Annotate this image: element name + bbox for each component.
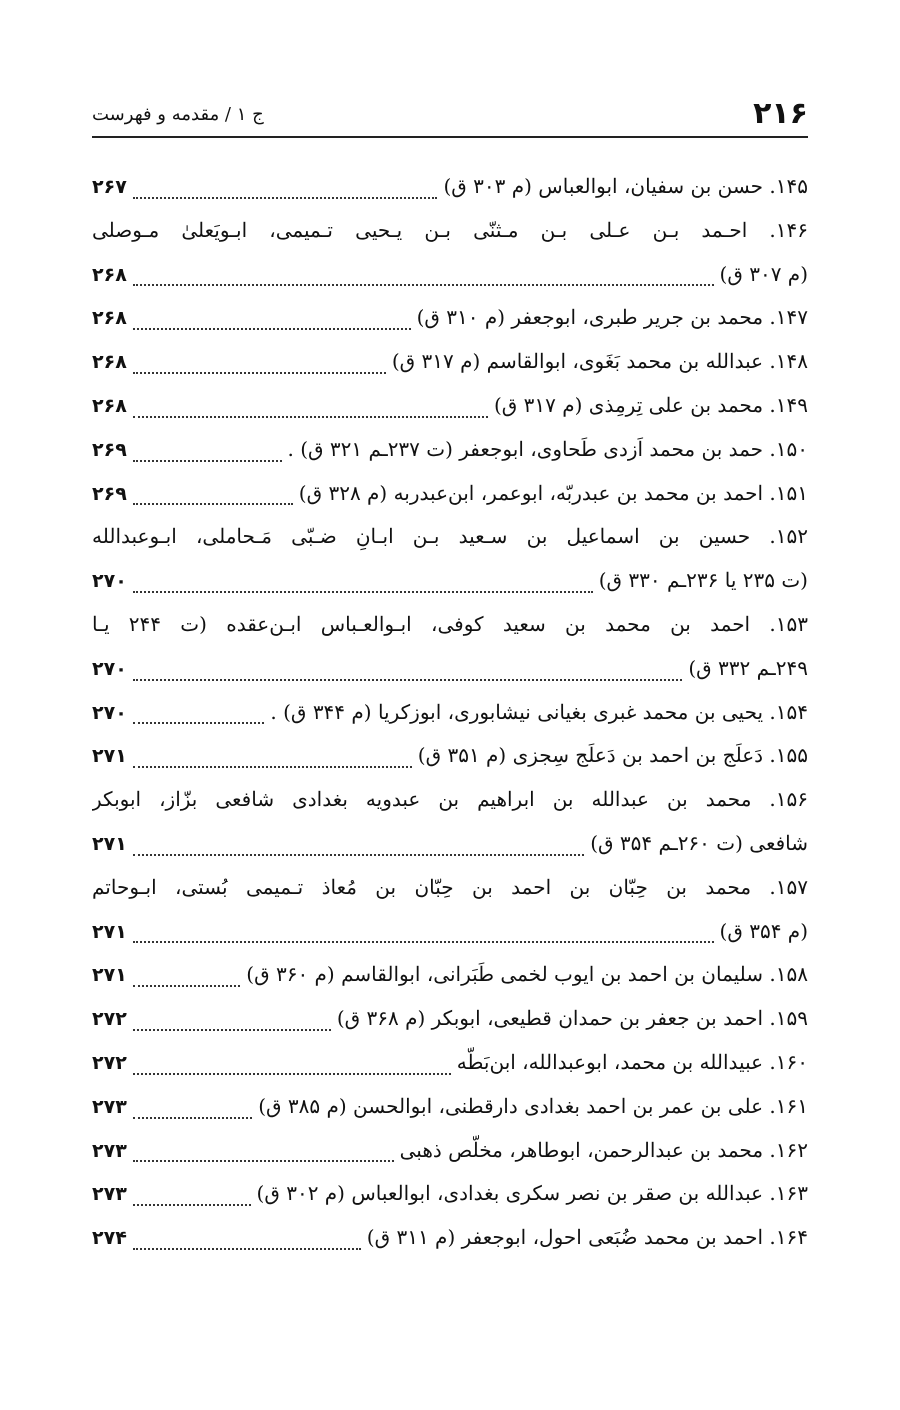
toc-entry-text: ۱۴۹. محمد بن علی تِرمِذی (م ۳۱۷ ق) (493, 392, 808, 417)
toc-page-number: ۲۷۳ (92, 1139, 127, 1162)
toc-line (92, 1175, 808, 1219)
dot-leader (133, 854, 584, 856)
toc-entry-text: ۱۵۳. احمد بن محمد بن سعید کوفی، ابـوالعـباس ابـن‌عقده (ت ۲۴۴ یـا (92, 611, 808, 636)
toc-page-number: ۲۶۸ (92, 394, 127, 417)
dot-leader (133, 1160, 394, 1162)
toc-entry-text: ۱۴۷. محمد بن جریر طبری، ابوجعفر (م ۳۱۰ ق) (416, 305, 808, 330)
dot-leader (133, 591, 593, 593)
toc-line (92, 781, 808, 825)
toc-entry-text: ۱۵۰. حمد بن محمد اَزدی طَحاوی، ابوجعفر (ت ۲۳۷ـم ۳۲۱ ق) . (287, 436, 808, 461)
toc-entry-text: ۱۶۴. احمد بن محمد ضُبَعی احول، ابوجعفر (م ۳۱۱ ق) (366, 1225, 808, 1250)
toc-page-number: ۲۷۰ (92, 701, 127, 724)
toc-page-number: ۲۶۸ (92, 307, 127, 330)
toc-entry-text: ۱۵۷. محمد بن حِبّان بن احمد بن حِبّان بن مُعاذ تـمیمی بُستی، ابـوحاتم (92, 874, 808, 899)
toc-line (92, 956, 808, 1000)
toc-line (92, 737, 808, 781)
toc-entry-text: ۱۵۴. یحیی بن محمد غبری بغیانی نیشابوری، ابوزکریا (م ۳۴۴ ق) . (270, 699, 808, 724)
toc-line (92, 825, 808, 869)
toc-page-number: ۲۶۸ (92, 263, 127, 286)
toc-entry-text: ۱۶۳. عبدالله بن صقر بن نصر سکری بغدادی، ابوالعباس (م ۳۰۲ ق) (256, 1181, 808, 1206)
toc-entry-text: ۱۵۹. احمد بن جعفر بن حمدان قطیعی، ابوبکر (م ۳۶۸ ق) (336, 1006, 808, 1031)
table-of-contents (92, 168, 808, 1263)
toc-line (92, 475, 808, 519)
dot-leader (133, 372, 386, 374)
page-number: ۲۱۶ (753, 96, 808, 131)
toc-page-number: ۲۶۷ (92, 176, 127, 198)
toc-entry-text: (ت ۲۳۵ یا ۲۳۶ـم ۳۳۰ ق) (598, 568, 808, 593)
toc-line (92, 913, 808, 957)
toc-line (92, 1132, 808, 1176)
dot-leader (133, 985, 240, 987)
toc-page-number: ۲۷۱ (92, 745, 127, 768)
toc-line (92, 650, 808, 694)
dot-leader (133, 328, 411, 330)
toc-page-number: ۲۶۸ (92, 351, 127, 374)
toc-line (92, 869, 808, 913)
toc-page-number: ۲۷۱ (92, 832, 127, 855)
toc-entry-text: شافعی (ت ۲۶۰ـم ۳۵۴ ق) (590, 830, 808, 855)
dot-leader (133, 1117, 252, 1119)
dot-leader (133, 460, 282, 462)
dot-leader (133, 197, 438, 199)
toc-line (92, 343, 808, 387)
toc-entry-text: ۱۶۱. علی بن عمر بن احمد بغدادی دارقطنی، ابوالحسن (م ۳۸۵ ق) (258, 1093, 808, 1118)
toc-page-number: ۲۷۰ (92, 657, 127, 680)
toc-entry-text: ۱۴۵. حسن بن سفیان، ابوالعباس (م ۳۰۳ ق) (443, 174, 808, 198)
toc-entry-text: ۱۵۲. حسین بن اسماعیل بن سـعید بـن ابـانِ ضـبّی مَـحاملی، ابـوعبدالله (92, 524, 808, 549)
toc-line (92, 694, 808, 738)
toc-entry-text: ۱۵۶. محمد بن عبدالله بن ابراهیم بن عبدویه بغدادی شافعی بزّاز، ابوبکر (92, 787, 808, 812)
toc-entry-text: ۲۴۹ـم ۳۳۲ ق) (688, 655, 808, 680)
toc-line (92, 562, 808, 606)
toc-line (92, 1000, 808, 1044)
toc-entry-text: ۱۵۱. احمد بن محمد بن عبدربّه، ابوعمر، ابن‌عبدربه (م ۳۲۸ ق) (298, 480, 808, 505)
toc-entry-text: ۱۵۸. سلیمان بن احمد بن ایوب لخمی طَبَرانی، ابوالقاسم (م ۳۶۰ ق) (246, 962, 808, 987)
running-title: ج ۱ / مقدمه و فهرست (92, 104, 264, 125)
toc-line (92, 212, 808, 256)
toc-line (92, 299, 808, 343)
dot-leader (133, 1248, 361, 1250)
dot-leader (133, 766, 412, 768)
toc-entry-text: (م ۳۵۴ ق) (719, 918, 808, 943)
toc-page-number: ۲۶۹ (92, 482, 127, 505)
toc-line (92, 606, 808, 650)
toc-page-number: ۲۶۹ (92, 438, 127, 461)
toc-line (92, 1044, 808, 1088)
toc-line (92, 431, 808, 475)
dot-leader (133, 503, 293, 505)
toc-page-number: ۲۷۲ (92, 1008, 127, 1031)
toc-line (92, 387, 808, 431)
toc-line (92, 256, 808, 300)
dot-leader (133, 284, 714, 286)
dot-leader (133, 1073, 451, 1075)
page-header (92, 96, 808, 138)
dot-leader (133, 941, 714, 943)
toc-entry-text: (م ۳۰۷ ق) (719, 261, 808, 286)
toc-line (92, 518, 808, 562)
toc-page-number: ۲۷۴ (92, 1227, 127, 1250)
book-page (92, 0, 808, 1410)
toc-page-number: ۲۷۱ (92, 964, 127, 987)
dot-leader (133, 1029, 331, 1031)
toc-page-number: ۲۷۲ (92, 1051, 127, 1074)
toc-entry-text: ۱۴۶. احـمد بـن عـلی بـن مـثنّی بـن یـحیی تـمیمی، ابـویَعلیٰ مـوصلی (92, 217, 808, 242)
toc-entry-text: ۱۴۸. عبدالله بن محمد بَغَوی، ابوالقاسم (م ۳۱۷ ق) (391, 349, 808, 374)
toc-line (92, 168, 808, 212)
toc-line (92, 1219, 808, 1263)
toc-line (92, 1088, 808, 1132)
toc-entry-text: ۱۵۵. دَعلَج بن احمد بن دَعلَج سِجزی (م ۳۵۱ ق) (417, 743, 808, 768)
toc-page-number: ۲۷۳ (92, 1183, 127, 1206)
toc-page-number: ۲۷۰ (92, 570, 127, 593)
dot-leader (133, 722, 265, 724)
dot-leader (133, 1204, 251, 1206)
toc-page-number: ۲۷۳ (92, 1095, 127, 1118)
dot-leader (133, 679, 683, 681)
dot-leader (133, 416, 488, 418)
toc-page-number: ۲۷۱ (92, 920, 127, 943)
toc-entry-text: ۱۶۲. محمد بن عبدالرحمن، ابوطاهر، مخلّص ذهبی (399, 1137, 808, 1162)
toc-entry-text: ۱۶۰. عبیدالله بن محمد، ابوعبدالله، ابن‌بَطّه (456, 1049, 808, 1074)
